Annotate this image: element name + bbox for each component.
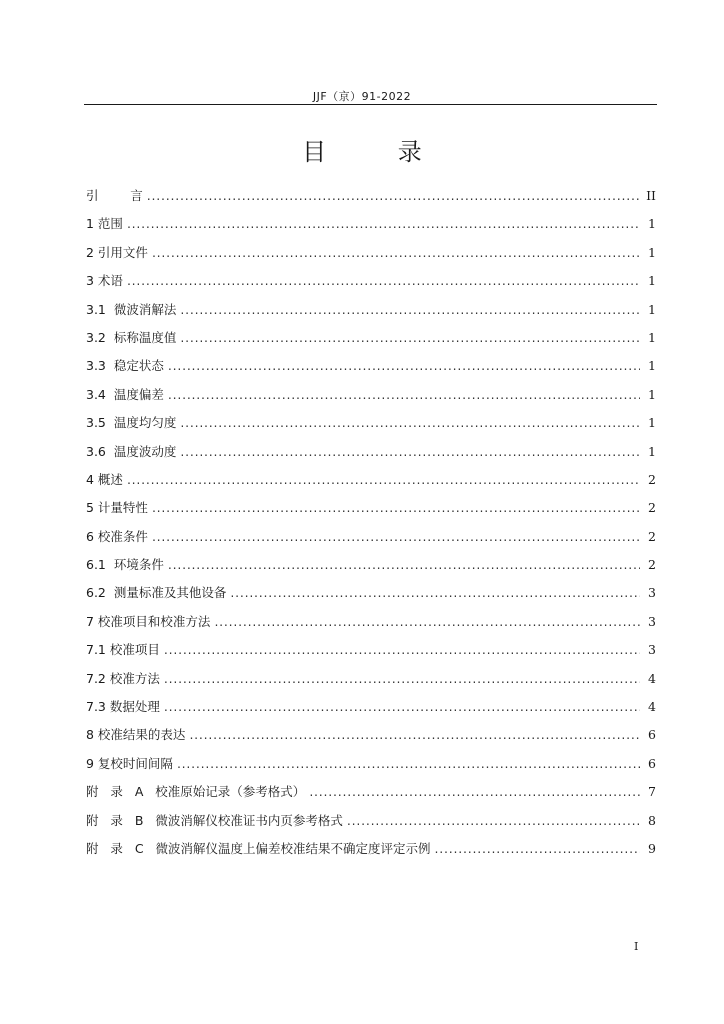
toc-entry-label: 3.6 温度波动度 xyxy=(86,443,177,459)
toc-entry[interactable] xyxy=(86,665,656,693)
toc-entry-page: 2 xyxy=(648,500,656,516)
toc-dot-leader xyxy=(309,778,640,806)
toc-entry[interactable] xyxy=(86,551,656,579)
toc-dot-leader xyxy=(180,296,640,324)
toc-entry[interactable] xyxy=(86,494,656,522)
page-title: 目 录 xyxy=(302,138,454,167)
toc-entry-label: 2 引用文件 xyxy=(86,244,148,260)
toc-entry[interactable] xyxy=(86,721,656,749)
toc-entry-page: II xyxy=(646,188,656,203)
toc-entry-label: 9 复校时间间隔 xyxy=(86,755,173,771)
toc-entry-label: 5 计量特性 xyxy=(86,500,148,516)
toc-entry-label: 3.4 温度偏差 xyxy=(86,386,164,402)
toc-entry-label: 7.3 数据处理 xyxy=(86,699,160,715)
toc-entry[interactable] xyxy=(86,324,656,352)
toc-dot-leader xyxy=(168,551,640,579)
toc-dot-leader xyxy=(164,636,640,664)
toc-dot-leader xyxy=(164,665,640,693)
toc-entry[interactable] xyxy=(86,579,656,607)
toc-entry[interactable] xyxy=(86,296,656,324)
toc-entry[interactable] xyxy=(86,267,656,295)
toc-entry-label: 3.3 稳定状态 xyxy=(86,358,164,374)
toc-entry[interactable] xyxy=(86,750,656,778)
toc-entry[interactable] xyxy=(86,523,656,551)
toc-entry-label: 4 概述 xyxy=(86,471,123,487)
toc-entry-label: 7 校准项目和校准方法 xyxy=(86,613,211,629)
toc-entry-page: 2 xyxy=(648,528,656,544)
toc-entry-label: 附 录 A 校准原始记录（参考格式） xyxy=(86,784,306,800)
toc-entry-label: 3.1 微波消解法 xyxy=(86,301,177,317)
toc-entry[interactable] xyxy=(86,409,656,437)
toc-dot-leader xyxy=(152,239,640,267)
toc-entry[interactable] xyxy=(86,182,656,210)
toc-entry-page: 1 xyxy=(648,273,656,289)
toc-entry[interactable] xyxy=(86,210,656,238)
toc-entry-page: 2 xyxy=(648,471,656,487)
toc-entry-label: 8 校准结果的表达 xyxy=(86,727,186,743)
toc-entry-page: 8 xyxy=(648,812,656,828)
toc-entry[interactable] xyxy=(86,466,656,494)
toc-entry-page: 4 xyxy=(648,699,656,715)
toc-entry-page: 1 xyxy=(648,415,656,431)
toc-dot-leader xyxy=(435,835,641,863)
toc-entry-page: 1 xyxy=(648,216,656,232)
toc-entry-page: 3 xyxy=(648,613,656,629)
toc-dot-leader xyxy=(168,381,640,409)
toc-dot-leader xyxy=(347,807,640,835)
toc-dot-leader xyxy=(152,494,640,522)
toc-entry-page: 1 xyxy=(648,358,656,374)
toc-dot-leader xyxy=(180,438,640,466)
toc-dot-leader xyxy=(168,352,640,380)
toc-entry-label: 3.5 温度均匀度 xyxy=(86,415,177,431)
toc-dot-leader xyxy=(164,693,640,721)
toc-entry[interactable] xyxy=(86,778,656,806)
toc-entry-page: 7 xyxy=(648,784,656,800)
toc-entry-page: 6 xyxy=(648,727,656,743)
toc-entry[interactable] xyxy=(86,693,656,721)
toc-entry-label: 引 言 xyxy=(86,188,143,203)
toc-dot-leader xyxy=(189,721,640,749)
toc-entry[interactable] xyxy=(86,608,656,636)
toc-entry[interactable] xyxy=(86,807,656,835)
toc-entry-page: 3 xyxy=(648,642,656,658)
toc-dot-leader xyxy=(152,523,640,551)
toc-dot-leader xyxy=(180,409,640,437)
toc-entry-label: 1 范围 xyxy=(86,216,123,232)
page-number: I xyxy=(634,940,639,953)
toc-entry[interactable] xyxy=(86,239,656,267)
toc-entry-page: 9 xyxy=(648,840,656,856)
toc-dot-leader xyxy=(230,579,640,607)
toc-entry-label: 7.2 校准方法 xyxy=(86,670,160,686)
toc-entry-label: 附 录 C 微波消解仪温度上偏差校准结果不确定度评定示例 xyxy=(86,840,431,856)
toc-dot-leader xyxy=(177,750,640,778)
toc-dot-leader xyxy=(127,267,640,295)
toc-entry[interactable] xyxy=(86,438,656,466)
toc-entry[interactable] xyxy=(86,636,656,664)
toc-dot-leader xyxy=(127,466,640,494)
toc-dot-leader xyxy=(127,210,640,238)
toc-entry-label: 6 校准条件 xyxy=(86,528,148,544)
toc-entry-page: 1 xyxy=(648,244,656,260)
toc-entry-page: 1 xyxy=(648,301,656,317)
toc-entry-label: 附 录 B 微波消解仪校准证书内页参考格式 xyxy=(86,812,343,828)
toc-dot-leader xyxy=(180,324,640,352)
toc-entry-page: 1 xyxy=(648,386,656,402)
toc-entry-page: 6 xyxy=(648,755,656,771)
toc-entry-page: 4 xyxy=(648,670,656,686)
toc-entry[interactable] xyxy=(86,381,656,409)
header-divider xyxy=(84,104,657,105)
toc-entry[interactable] xyxy=(86,352,656,380)
toc-entry-label: 6.2 测量标准及其他设备 xyxy=(86,585,227,601)
toc-dot-leader xyxy=(147,182,640,210)
toc-entry-page: 1 xyxy=(648,329,656,345)
toc-entry[interactable] xyxy=(86,835,656,863)
toc-entry-label: 3.2 标称温度值 xyxy=(86,329,177,345)
toc-entry-label: 6.1 环境条件 xyxy=(86,557,164,573)
toc-entry-label: 7.1 校准项目 xyxy=(86,642,160,658)
toc-dot-leader xyxy=(214,608,640,636)
table-of-contents xyxy=(86,182,656,863)
standard-code-header: JJF（京）91-2022 xyxy=(312,90,412,103)
toc-entry-page: 2 xyxy=(648,557,656,573)
toc-entry-label: 3 术语 xyxy=(86,273,123,289)
toc-entry-page: 3 xyxy=(648,585,656,601)
toc-entry-page: 1 xyxy=(648,443,656,459)
